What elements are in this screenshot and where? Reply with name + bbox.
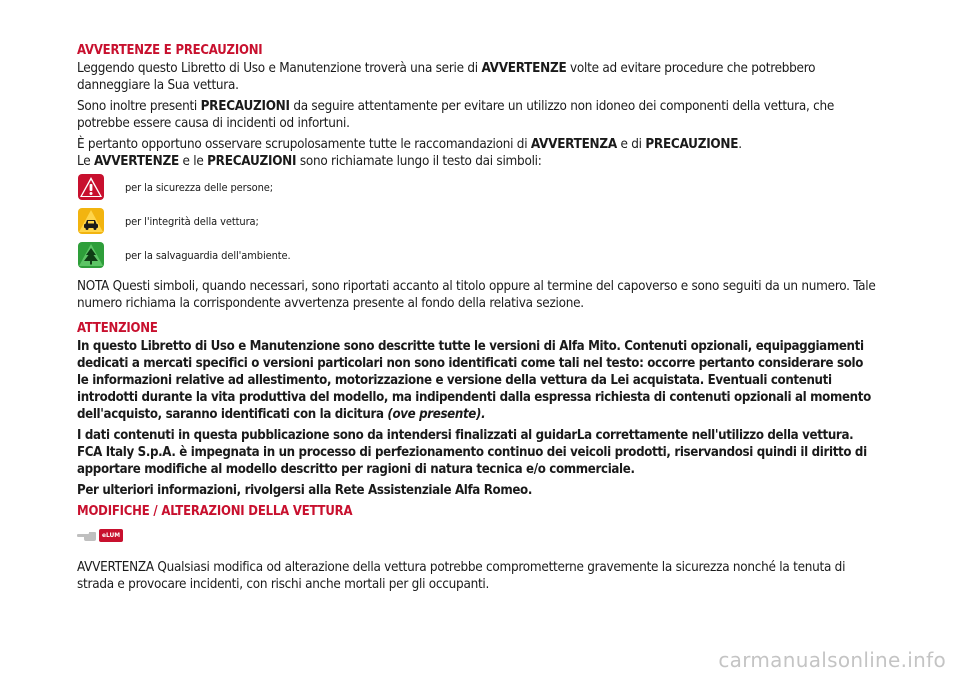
section-title-avvertenze: AVVERTENZE E PRECAUZIONI bbox=[77, 43, 263, 58]
intro-paragraph-3: È pertanto opportuno osservare scrupolosamente tutte le raccomandazioni di AVVERTENZA e di PRECAUZIONE. bbox=[77, 137, 742, 152]
manual-page bbox=[77, 42, 877, 593]
symbol-label: per l'integrità della vettura; bbox=[125, 214, 259, 228]
attenzione-paragraph-1: In questo Libretto di Uso e Manutenzione sono descritte tutte le versioni di Alfa Mito. Contenuti opzionali, equipaggiamenti dedicati a mercati specifici o versioni particolari non sono identificati come tali nel testo: occorre pertanto considerare solo le informazioni relative ad allestimento, motorizzazione e versione della vettura da Lei acquistata. Eventuali contenuti introdotti durante la vita produttiva del modello, ma indipendenti dalla espressa richiesta di contenuti opzionali al momento dell'acquisto, saranno identificati con la dicitura (ove presente). bbox=[77, 339, 871, 422]
section-title-attenzione: ATTENZIONE bbox=[77, 321, 158, 336]
attenzione-paragraph-3: Per ulteriori informazioni, rivolgersi alla Rete Assistenziale Alfa Romeo. bbox=[77, 483, 533, 498]
warning-paragraph: AVVERTENZA Qualsiasi modifica od alterazione della vettura potrebbe comprometterne gravemente la sicurezza nonché la tenuta di strada e provocare incidenti, con rischi anche mortali per gli occupanti. bbox=[77, 560, 846, 592]
elum-badge: eLUM bbox=[99, 529, 123, 542]
symbol-row-environment bbox=[77, 238, 877, 272]
environment-tree-icon bbox=[77, 241, 105, 269]
car-integrity-icon bbox=[77, 207, 105, 235]
watermark-footer: carmanualsonline.info bbox=[718, 648, 946, 672]
attenzione-paragraph-2: I dati contenuti in questa pubblicazione sono da intendersi finalizzati al guidarLa correttamente nell'utilizzo della vettura. FCA Italy S.p.A. è impegnata in un processo di perfezionamento continuo dei veicoli prodotti, riservandosi quindi il diritto di apportare modifiche al modello descritto per ragioni di natura tecnica e/o commerciale. bbox=[77, 428, 867, 477]
section-title-modifiche: MODIFICHE / ALTERAZIONI DELLA VETTURA bbox=[77, 504, 353, 519]
pointing-hand-icon bbox=[77, 528, 97, 542]
symbol-row-vehicle bbox=[77, 204, 877, 238]
nota-paragraph: NOTA Questi simboli, quando necessari, sono riportati accanto al titolo oppure al termine del capoverso e sono seguiti da un numero. Tale numero richiama la corrispondente avvertenza presente al fondo della relativa sezione. bbox=[77, 279, 876, 311]
person-warning-icon bbox=[77, 173, 105, 201]
symbol-label: per la sicurezza delle persone; bbox=[125, 180, 274, 194]
symbol-label: per la salvaguardia dell'ambiente. bbox=[125, 248, 291, 262]
elum-reference bbox=[77, 523, 877, 547]
intro-paragraph-2: Sono inoltre presenti PRECAUZIONI da seguire attentamente per evitare un utilizzo non idoneo dei componenti della vettura, che potrebbe essere causa di incidenti od infortuni. bbox=[77, 99, 835, 131]
symbol-list bbox=[77, 170, 877, 272]
intro-paragraph-4: Le AVVERTENZE e le PRECAUZIONI sono richiamate lungo il testo dai simboli: bbox=[77, 154, 542, 169]
symbol-row-persons bbox=[77, 170, 877, 204]
intro-paragraph-1: Leggendo questo Libretto di Uso e Manutenzione troverà una serie di AVVERTENZE volte ad evitare procedure che potrebbero danneggiare la Sua vettura. bbox=[77, 61, 816, 93]
